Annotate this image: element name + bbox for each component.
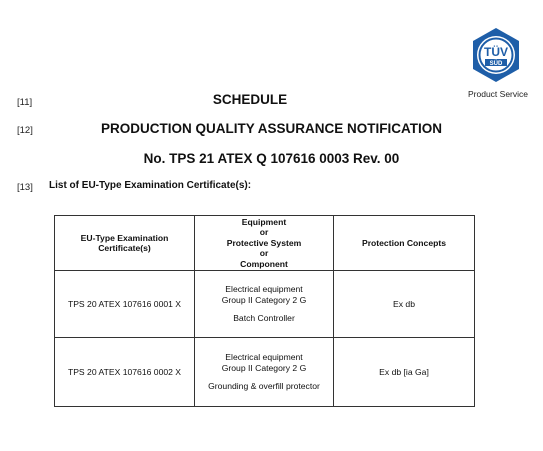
header-certificate: EU-Type Examination Certificate(s) bbox=[55, 216, 195, 270]
component-name: Grounding & overfill protector bbox=[208, 381, 320, 392]
ref-13: [13] bbox=[17, 182, 33, 193]
schedule-heading: SCHEDULE bbox=[212, 92, 288, 107]
tuv-sud-logo bbox=[468, 27, 524, 83]
equipment-cell: Electrical equipment Group II Category 2 G Grounding & overfill protector bbox=[195, 338, 334, 406]
table-row bbox=[55, 338, 474, 406]
ref-11: [11] bbox=[17, 97, 33, 108]
list-title: List of EU-Type Examination Certificate(s): bbox=[49, 180, 252, 191]
notification-heading: PRODUCTION QUALITY ASSURANCE NOTIFICATION bbox=[100, 121, 442, 136]
header-protection: Protection Concepts bbox=[361, 237, 447, 248]
equipment-cell: Electrical equipment Group II Category 2 G Batch Controller bbox=[195, 271, 334, 337]
table-header-row bbox=[55, 216, 474, 271]
header-equipment: Equipment or Protective System or Component bbox=[195, 216, 334, 270]
logo-text: TÜV bbox=[484, 45, 508, 59]
certificate-cell: TPS 20 ATEX 107616 0001 X bbox=[55, 271, 195, 337]
logo-sub-text: SÜD bbox=[489, 61, 503, 67]
ref-12: [12] bbox=[17, 125, 33, 136]
protection-cell: Ex db [ia Ga] bbox=[379, 366, 429, 377]
certificate-cell: TPS 20 ATEX 107616 0002 X bbox=[55, 338, 195, 406]
logo-caption: Product Service bbox=[468, 89, 528, 99]
certificates-table bbox=[54, 215, 475, 407]
notification-number: No. TPS 21 ATEX Q 107616 0003 Rev. 00 bbox=[143, 151, 400, 166]
protection-cell: Ex db bbox=[393, 298, 415, 309]
component-name: Batch Controller bbox=[233, 313, 295, 324]
table-row bbox=[55, 271, 474, 338]
